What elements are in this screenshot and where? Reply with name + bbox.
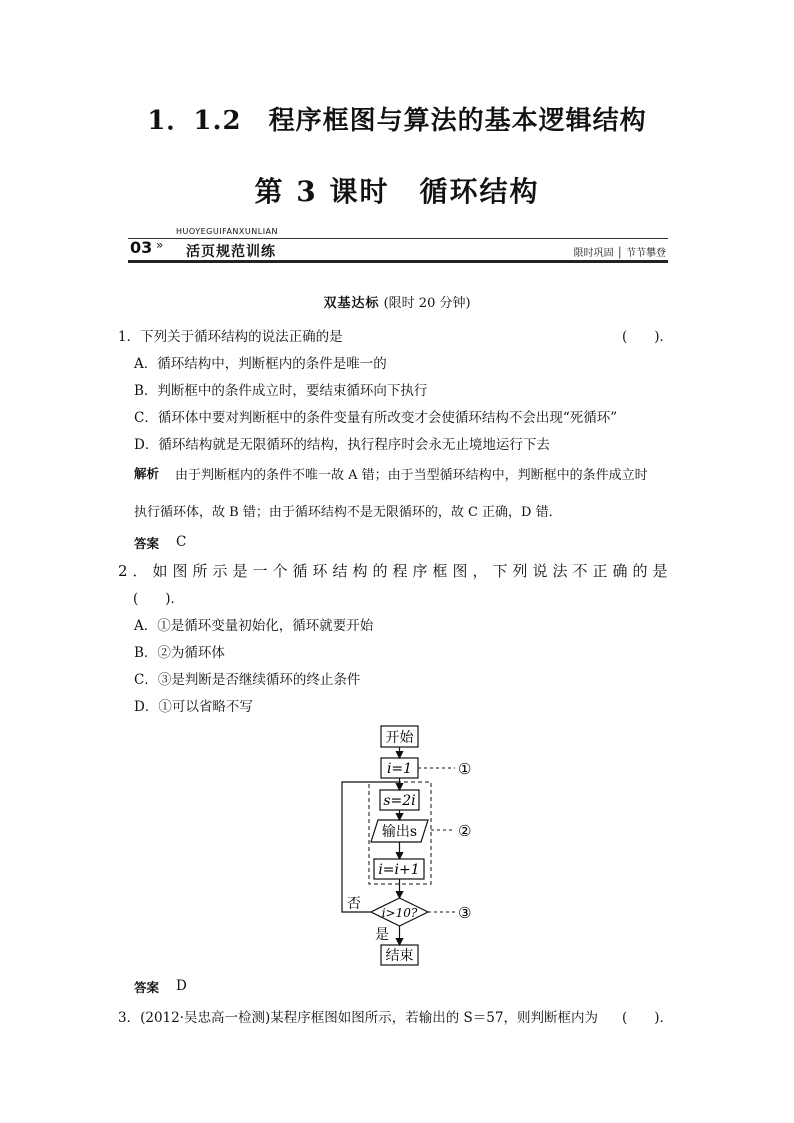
banner-pinyin: HUOYEGUIFANXUNLIAN [176, 227, 279, 236]
q1-option-a: A．循环结构中，判断框内的条件是唯一的 [134, 356, 387, 372]
banner-name: 活页规范训练 [186, 244, 276, 260]
q2-option-a: A．①是循环变量初始化，循环就要开始 [134, 618, 374, 634]
banner-right-tag: 限时巩固 │ 节节攀登 [573, 248, 666, 259]
q2-answer-label: 答案 [134, 980, 160, 995]
flow-output-text: 输出s [381, 824, 418, 840]
q3-stem: 3．(2012·吴忠高一检测)某程序框图如图所示，若输出的 S＝57，则判断框内为 [118, 1010, 598, 1026]
flow-step1-text: s=2i [383, 793, 416, 809]
q2-option-d: D．①可以省略不写 [134, 699, 253, 715]
q1-option-d: D．循环结构就是无限循环的结构，执行程序时会永无止境地运行下去 [134, 437, 550, 453]
title-line1: 1．1.2 程序框图与算法的基本逻辑结构 [147, 106, 647, 136]
banner-arrows-icon: » [156, 238, 164, 252]
q1-option-b: B．判断框中的条件成立时，要结束循环向下执行 [134, 383, 428, 399]
flow-mark3: ③ [458, 904, 472, 922]
q1-analysis-label: 解析 [134, 466, 160, 481]
q1-answer-label: 答案 [134, 536, 160, 551]
flow-no-label: 否 [347, 896, 361, 912]
q2-option-b: B．②为循环体 [134, 645, 225, 661]
flow-mark1: ① [458, 760, 472, 778]
flow-mark2: ② [458, 822, 472, 840]
q1-option-c: C．循环体中要对判断框中的条件变量有所改变才会使循环结构不会出现“死循环” [134, 410, 618, 426]
q2-stem: 2．如图所示是一个循环结构的程序框图，下列说法不正确的是 [118, 562, 673, 580]
q2-bracket: ( )． [133, 591, 185, 607]
q1-answer: C [176, 534, 187, 550]
flow-condition-text: i>10? [381, 906, 418, 920]
title-line2: 第 3 课时 循环结构 [254, 175, 540, 208]
q1-stem: 1．下列关于循环结构的说法正确的是 [118, 329, 343, 345]
flow-yes-label: 是 [375, 927, 389, 943]
q3-bracket: ( )． [622, 1010, 674, 1026]
q2-answer: D [176, 978, 187, 994]
section-time-limit: (限时 20 分钟) [383, 296, 471, 311]
flow-start-text: 开始 [385, 730, 414, 746]
q2-option-c: C．③是判断是否继续循环的终止条件 [134, 672, 361, 688]
q1-analysis-line1: 由于判断框内的条件不唯一故 A 错；由于当型循环结构中，判断框中的条件成立时 [175, 468, 648, 483]
flow-increment-text: i=i+1 [378, 862, 420, 878]
q1-bracket: ( )． [622, 329, 674, 345]
flow-end-text: 结束 [385, 948, 414, 964]
flow-init-text: i=1 [386, 761, 413, 777]
section-title: 双基达标 [323, 296, 380, 311]
q1-analysis-line2: 执行循环体，故 B 错；由于循环结构不是无限循环的，故 C 正确，D 错． [134, 505, 562, 520]
banner-number: 03 [130, 238, 153, 257]
